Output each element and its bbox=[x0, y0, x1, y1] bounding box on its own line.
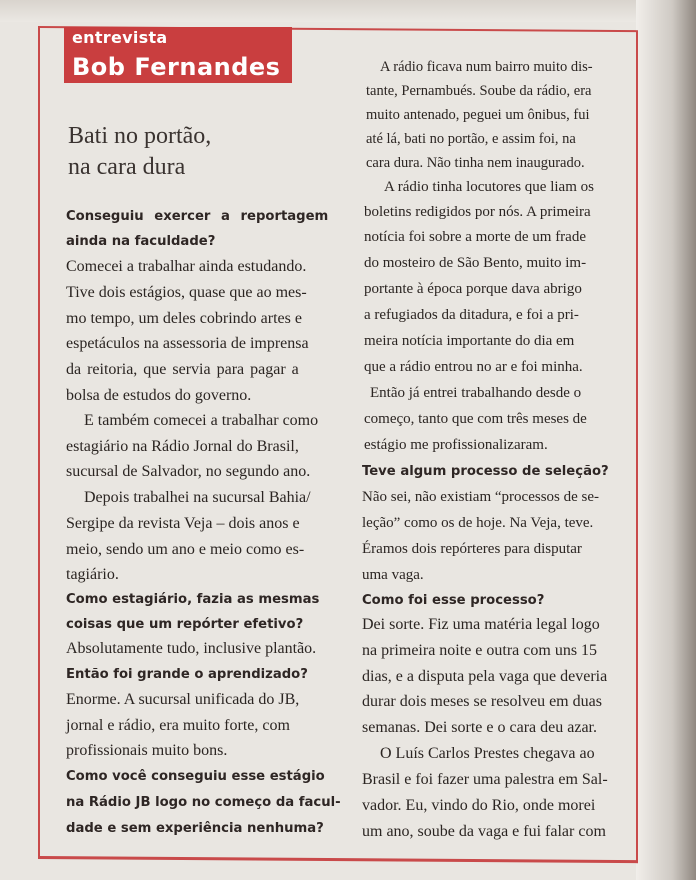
question-line: Como estagiário, fazia as mesmas bbox=[66, 592, 320, 607]
question-line: Teve algum processo de seleção? bbox=[362, 464, 609, 479]
text-line: começo, tanto que com três meses de bbox=[364, 411, 587, 427]
question-line: ainda na faculdade? bbox=[66, 234, 216, 249]
text-line: A rádio ficava num bairro muito dis- bbox=[380, 59, 593, 75]
text-line: estagiário na Rádio Jornal do Brasil, bbox=[66, 438, 299, 455]
question-line: coisas que um repórter efetivo? bbox=[66, 617, 304, 632]
question-line: Então foi grande o aprendizado? bbox=[66, 667, 308, 682]
text-line: meira notícia importante do dia em bbox=[364, 333, 575, 349]
headline-line-1: Bati no portão, bbox=[68, 123, 212, 149]
text-line: profissionais muito bons. bbox=[66, 742, 228, 759]
text-line: Enorme. A sucursal unificada do JB, bbox=[66, 691, 300, 708]
text-line: boletins redigidos por nós. A primeira bbox=[364, 204, 591, 220]
text-line: Depois trabalhei na sucursal Bahia/ bbox=[84, 489, 311, 506]
text-line: dias, e a disputa pela vaga que deveria bbox=[362, 668, 608, 685]
page-curl-shadow bbox=[636, 0, 696, 880]
text-line: O Luís Carlos Prestes chegava ao bbox=[380, 745, 595, 762]
page-top-edge bbox=[0, 0, 696, 22]
text-line: muito antenado, peguei um ônibus, fui bbox=[366, 107, 590, 123]
text-line: cara dura. Não tinha nem inaugurado. bbox=[366, 155, 585, 171]
question-line: Conseguiu exercer a reportagem bbox=[66, 209, 329, 224]
text-line: semanas. Dei sorte e o cara deu azar. bbox=[362, 719, 597, 736]
text-line: Não sei, não existiam “processos de se- bbox=[362, 489, 600, 505]
text-line: a refugiados da ditadura, e foi a pri- bbox=[364, 307, 579, 323]
section-label: entrevista bbox=[72, 28, 168, 47]
question-line: Como você conseguiu esse estágio bbox=[66, 769, 325, 784]
text-line: portante à época porque dava abrigo bbox=[364, 281, 582, 297]
text-line: Absolutamente tudo, inclusive plantão. bbox=[66, 640, 317, 657]
question-line: dade e sem experiência nenhuma? bbox=[66, 821, 324, 836]
text-line: jornal e rádio, era muito forte, com bbox=[66, 717, 290, 734]
text-line: tagiário. bbox=[66, 566, 119, 583]
text-line: um ano, soube da vaga e fui falar com bbox=[362, 823, 606, 840]
text-line: Dei sorte. Fiz uma matéria legal logo bbox=[362, 616, 600, 633]
text-line: espetáculos na assessoria de imprensa bbox=[66, 335, 309, 352]
text-line: Brasil e foi fazer uma palestra em Sal- bbox=[362, 771, 608, 788]
text-line: Éramos dois repórteres para disputar bbox=[362, 541, 582, 557]
text-line: que a rádio entrou no ar e foi minha. bbox=[364, 359, 583, 375]
question-line: Como foi esse processo? bbox=[362, 593, 545, 608]
text-line: E também comecei a trabalhar como bbox=[84, 412, 319, 429]
text-line: Sergipe da revista Veja – dois anos e bbox=[66, 515, 300, 532]
text-line: da reitoria, que servia para pagar a bbox=[66, 361, 299, 378]
text-line: bolsa de estudos do governo. bbox=[66, 387, 252, 404]
text-line: do mosteiro de São Bento, muito im- bbox=[364, 255, 587, 271]
interviewee-name: Bob Fernandes bbox=[72, 53, 281, 81]
text-line: meio, sendo um ano e meio como es- bbox=[66, 541, 305, 558]
headline-line-2: na cara dura bbox=[68, 154, 186, 180]
text-line: mo tempo, um deles cobrindo artes e bbox=[66, 310, 302, 327]
question-line: na Rádio JB logo no começo da facul- bbox=[66, 795, 341, 810]
text-line: Comecei a trabalhar ainda estudando. bbox=[66, 258, 307, 275]
text-line: uma vaga. bbox=[362, 567, 424, 583]
text-line: até lá, bati no portão, e assim foi, na bbox=[366, 131, 576, 147]
text-line: Tive dois estágios, quase que ao mes- bbox=[66, 284, 307, 301]
text-line: notícia foi sobre a morte de um frade bbox=[364, 229, 586, 245]
text-line: na primeira noite e outra com uns 15 bbox=[362, 642, 598, 659]
headline bbox=[68, 121, 338, 183]
text-line: estágio me profissionalizaram. bbox=[364, 437, 548, 453]
text-line: Então já entrei trabalhando desde o bbox=[370, 385, 582, 401]
text-line: durar dois meses se resolveu em duas bbox=[362, 693, 602, 710]
text-line: vador. Eu, vindo do Rio, onde morei bbox=[362, 797, 596, 814]
text-line: leção” como os de hoje. Na Veja, teve. bbox=[362, 515, 594, 531]
text-line: tante, Pernambués. Soube da rádio, era bbox=[366, 83, 592, 99]
text-line: A rádio tinha locutores que liam os bbox=[384, 179, 594, 195]
text-line: sucursal de Salvador, no segundo ano. bbox=[66, 463, 311, 480]
